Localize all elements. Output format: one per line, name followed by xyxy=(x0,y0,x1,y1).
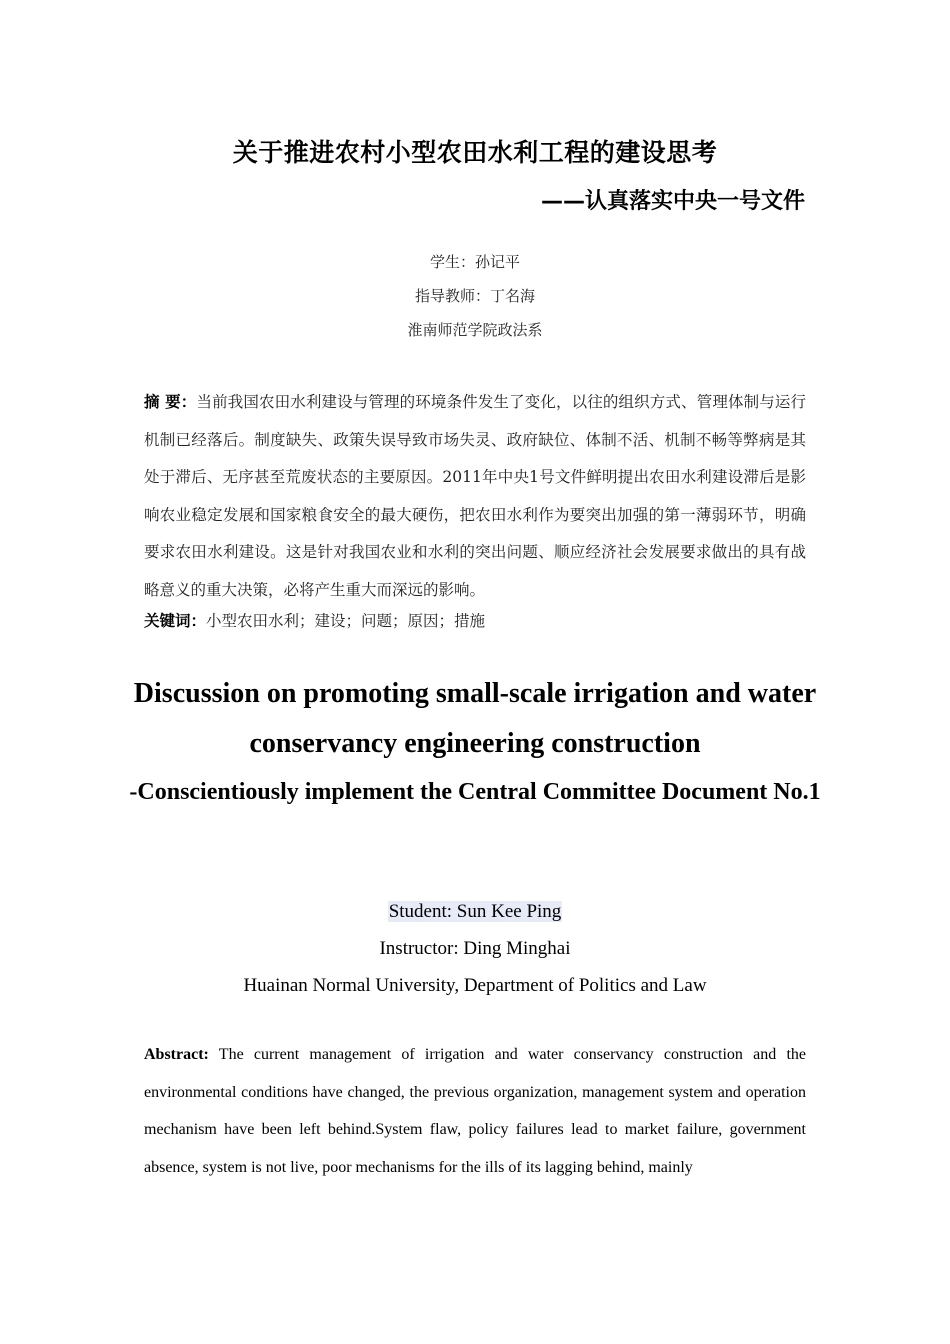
chinese-keywords xyxy=(144,607,806,635)
chinese-abstract xyxy=(144,384,806,609)
english-title: Discussion on promoting small-scale irrigation and water conservancy engineering construction xyxy=(133,678,817,759)
english-abstract-label: Abstract: xyxy=(144,1046,209,1063)
english-student xyxy=(0,899,950,925)
chinese-keywords-label: 关键词： xyxy=(144,612,207,630)
english-instructor: Instructor: Ding Minghai xyxy=(379,938,571,959)
chinese-student: 学生：孙记平 xyxy=(429,253,520,271)
english-institution: Huainan Normal University, Department of Politics and Law xyxy=(243,975,707,996)
english-student-text: Student: Sun Kee Ping xyxy=(388,901,562,922)
english-abstract-text: The current management of irrigation and water conservancy construction and the environmental conditions have changed, the previous organization, management system and operation mechanism have been left behind.System flaw, policy failures lead to market failure, government absence, system is not live, poor mechanisms for the ills of its lagging behind, mainly xyxy=(144,1046,806,1176)
chinese-subtitle: ——认真落实中央一号文件 xyxy=(540,189,805,214)
english-abstract xyxy=(144,1036,806,1186)
chinese-abstract-text: 当前我国农田水利建设与管理的环境条件发生了变化，以往的组织方式、管理体制与运行机制已经落后。制度缺失、政策失误导致市场失灵、政府缺位、体制不活、机制不畅等弊病是其处于滞后、无序甚至荒废状态的主要原因。2011年中央1号文件鲜明提出农田水利建设滞后是影响农业稳定发展和国家粮食安全的最大硬伤，把农田水利作为要突出加强的第一薄弱环节，明确要求农田水利建设。这是针对我国农业和水利的突出问题、顺应经济社会发展要求做出的具有战略意义的重大决策，必将产生重大而深远的影响。 xyxy=(144,393,806,599)
chinese-title: 关于推进农村小型农田水利工程的建设思考 xyxy=(232,138,718,167)
chinese-institution: 淮南师范学院政法系 xyxy=(407,321,543,339)
chinese-keywords-text: 小型农田水利；建设；问题；原因；措施 xyxy=(206,612,486,630)
english-subtitle: -Conscientiously implement the Central Committee Document No.1 xyxy=(129,779,821,805)
chinese-abstract-label: 摘 要： xyxy=(144,393,197,411)
chinese-instructor: 指导教师：丁名海 xyxy=(414,287,535,305)
